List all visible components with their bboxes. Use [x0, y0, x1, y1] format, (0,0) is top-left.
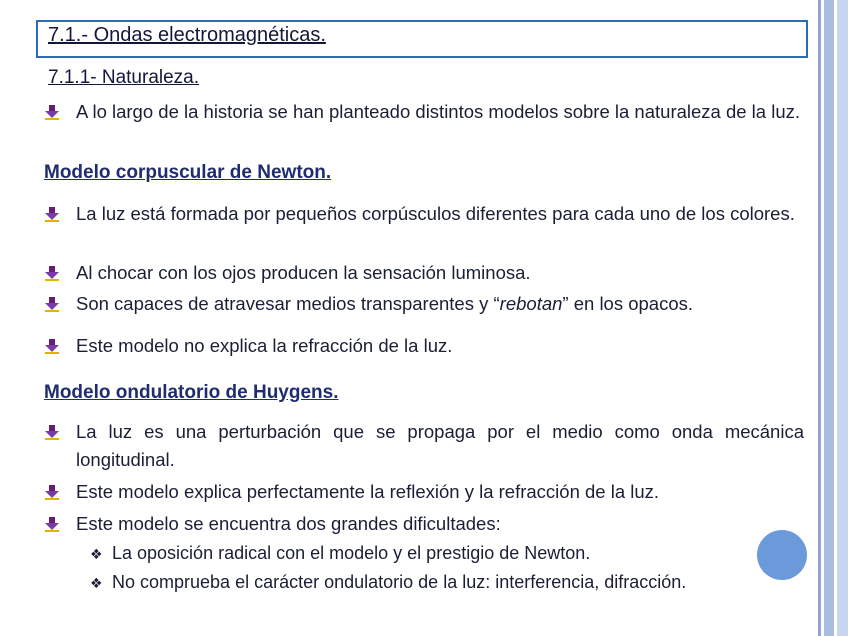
- arrow-down-bullet-icon: [44, 265, 60, 281]
- slide-subtitle: 7.1.1- Naturaleza.: [48, 67, 200, 88]
- bullet-newton-1: [44, 200, 804, 228]
- sub-bullet-2: [90, 569, 810, 596]
- sub-bullet-text: No comprueba el carácter ondulatorio de la luz: interferencia, difracción.: [112, 572, 687, 592]
- arrow-down-bullet-icon: [44, 296, 60, 312]
- side-stripe: [824, 0, 834, 636]
- four-diamond-bullet-icon: ❖: [90, 575, 103, 591]
- four-diamond-bullet-icon: ❖: [90, 546, 103, 562]
- newton-heading-text: Modelo corpuscular de Newton: [44, 162, 326, 183]
- arrow-down-bullet-icon: [44, 424, 60, 440]
- bullet-text: Este modelo se encuentra dos grandes dificultades:: [76, 513, 501, 534]
- bullet-text: A lo largo de la historia se han planteado distintos modelos sobre la naturaleza de la luz.: [76, 101, 801, 122]
- newton-heading: [44, 162, 331, 184]
- side-stripe: [818, 0, 821, 636]
- bullet-text: Al chocar con los ojos producen la sensación luminosa.: [76, 262, 531, 283]
- sub-bullet-text: La oposición radical con el modelo y el prestigio de Newton.: [112, 543, 591, 563]
- arrow-down-bullet-icon: [44, 484, 60, 500]
- bullet-huygens-3: [44, 510, 804, 538]
- bullet-intro: [44, 98, 804, 126]
- bullet-text-emphasis: rebotan: [499, 293, 563, 314]
- slide-nav-circle-button[interactable]: [757, 530, 807, 580]
- side-stripe: [837, 0, 848, 636]
- bullet-text-prefix: Son capaces de atravesar medios transparentes y “: [76, 293, 500, 314]
- bullet-text: Este modelo no explica la refracción de la luz.: [76, 335, 453, 356]
- slide-title: 7.1.- Ondas electromagnéticas.: [48, 24, 326, 46]
- bullet-text: Este modelo explica perfectamente la reflexión y la refracción de la luz.: [76, 481, 660, 502]
- bullet-newton-3: [44, 290, 804, 318]
- bullet-huygens-2: [44, 478, 804, 506]
- bullet-newton-4: [44, 332, 804, 360]
- bullet-huygens-1: [44, 418, 804, 474]
- bullet-text-suffix: ” en los opacos.: [562, 293, 694, 314]
- arrow-down-bullet-icon: [44, 104, 60, 120]
- newton-heading-suffix: .: [325, 162, 332, 183]
- bullet-newton-2: [44, 259, 804, 287]
- huygens-heading: Modelo ondulatorio de Huygens.: [44, 382, 339, 403]
- arrow-down-bullet-icon: [44, 516, 60, 532]
- arrow-down-bullet-icon: [44, 206, 60, 222]
- sub-bullet-1: [90, 540, 810, 567]
- arrow-down-bullet-icon: [44, 338, 60, 354]
- bullet-text: La luz es una perturbación que se propaga por el medio como onda mecánica longitudinal.: [76, 421, 804, 470]
- side-decoration: [818, 0, 848, 636]
- bullet-text: [76, 290, 804, 318]
- bullet-text: La luz está formada por pequeños corpúsculos diferentes para cada uno de los colores.: [76, 203, 795, 224]
